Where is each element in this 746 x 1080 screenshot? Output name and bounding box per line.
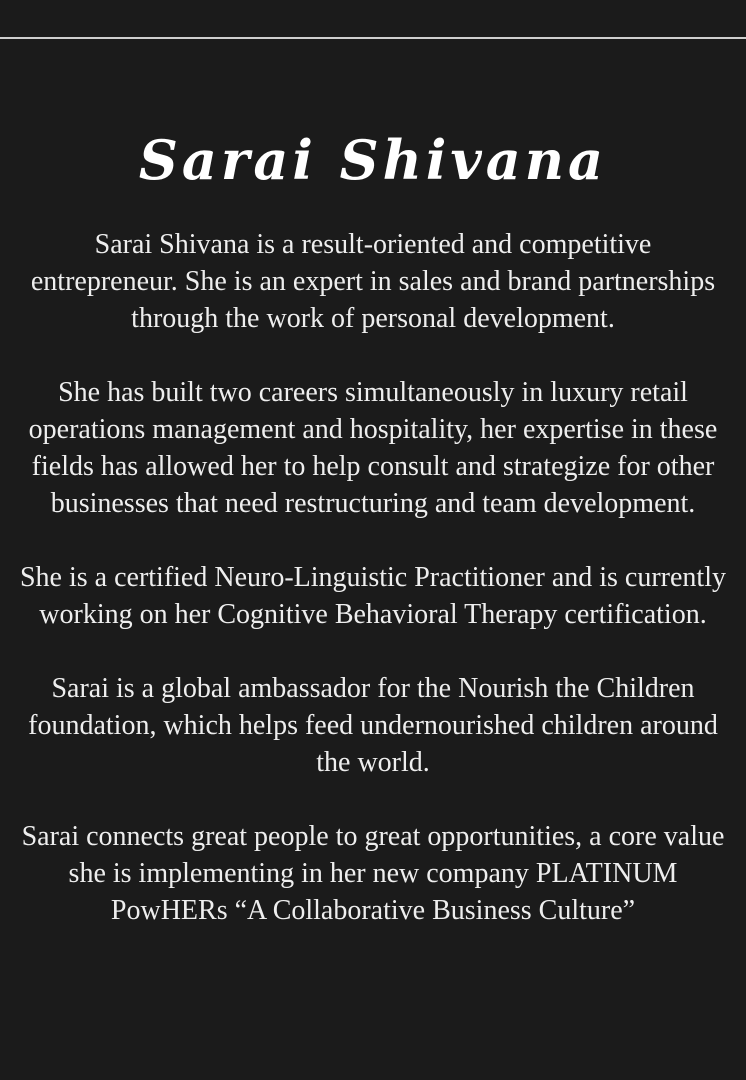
bio-text-block — [18, 226, 728, 929]
bio-paragraph-company: Sarai connects great people to great opportunities, a core value she is implementing in her new company PLATINUM PowHERs “A Collaborative Business Culture” — [21, 821, 725, 926]
profile-name-heading: Sarai Shivana — [138, 128, 608, 192]
bio-paragraph-ambassador: Sarai is a global ambassador for the Nourish the Children foundation, which helps feed undernourished children around the world. — [28, 673, 718, 778]
bio-paragraph-intro: Sarai Shivana is a result-oriented and competitive entrepreneur. She is an expert in sales and brand partnerships through the work of personal development. — [30, 229, 716, 334]
top-divider — [0, 37, 746, 39]
bio-paragraph-certifications: She is a certified Neuro-Linguistic Practitioner and is currently working on her Cognitive Behavioral Therapy certification. — [19, 562, 726, 630]
bio-paragraph-careers: She has built two careers simultaneously in luxury retail operations management and hospitality, her expertise in these fields has allowed her to help consult and strategize for other businesses that need restructuring and team development. — [28, 377, 718, 519]
